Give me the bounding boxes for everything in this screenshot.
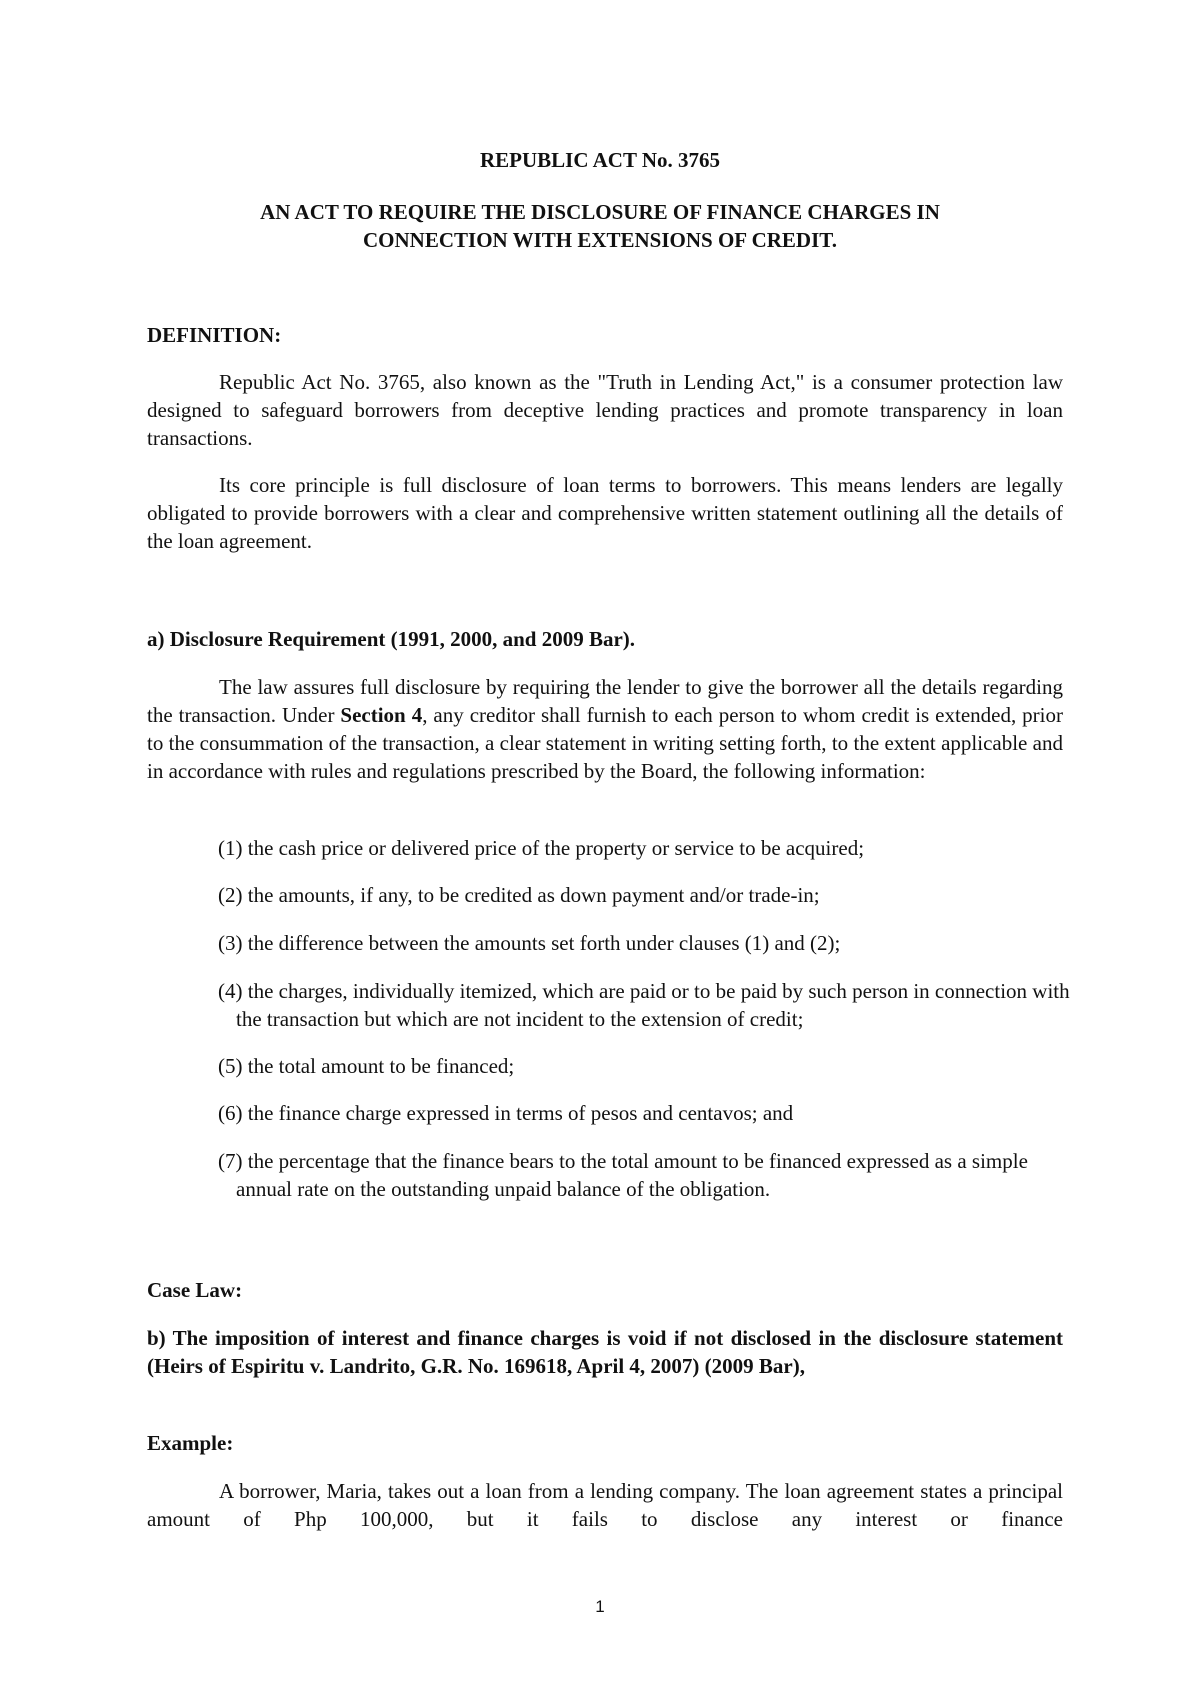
page-number: 1 [595,1597,605,1616]
definition-paragraph-2: Its core principle is full disclosure of loan terms to borrowers. This means lenders are legally obligated to provide borrowers with a clear and comprehensive written statement outlining all the details of the loan agreement. [147,473,1063,553]
case-law-b: b) The imposition of interest and finance charges is void if not disclosed in the disclosure statement (Heirs of Espiritu v. Landrito, G.R. No. 169618, April 4, 2007) (2009 Bar), [147,1326,1063,1378]
list-item: (2) the amounts, if any, to be credited as down payment and/or trade-in; [218,883,820,907]
list-item: (5) the total amount to be financed; [218,1054,515,1078]
list-item: (7) the percentage that the finance bears to the total amount to be financed expressed as a simple annual rate on the outstanding unpaid balance of the obligation. [218,1149,1028,1201]
definition-heading: DEFINITION: [147,323,282,347]
example-heading: Example: [147,1431,234,1455]
disclosure-intro-part2: , any creditor shall furnish to each person to whom credit is extended, prior to the consummation of the transaction, a clear statement in writing setting forth, to the extent applicable and in accordance with rules and regulations prescribed by the Board, the following information: [147,703,1063,783]
act-number: REPUBLIC ACT No. 3765 [480,148,720,172]
case-law-heading: Case Law: [147,1278,243,1302]
list-item: (6) the finance charge expressed in terms of pesos and centavos; and [218,1101,794,1125]
act-title [140,198,1060,254]
definition-paragraph-1: Republic Act No. 3765, also known as the "Truth in Lending Act," is a consumer protection law designed to safeguard borrowers from deceptive lending practices and promote transparency in loan transactions. [147,370,1063,450]
section-4-reference: Section 4 [340,703,423,727]
list-item: (1) the cash price or delivered price of the property or service to be acquired; [218,836,865,860]
list-item: (3) the difference between the amounts set forth under clauses (1) and (2); [218,931,841,955]
act-title-line2: CONNECTION WITH EXTENSIONS OF CREDIT. [363,228,837,252]
disclosure-intro [147,673,1063,785]
list-item: (4) the charges, individually itemized, which are paid or to be paid by such person in connection with the transaction but which are not incident to the extension of credit; [218,979,1070,1031]
disclosure-intro-part1: The law assures full disclosure by requiring the lender to give the borrower all the details regarding the transaction. Under [147,675,1063,727]
act-title-line1: AN ACT TO REQUIRE THE DISCLOSURE OF FINANCE CHARGES IN [260,200,940,224]
example-paragraph: A borrower, Maria, takes out a loan from a lending company. The loan agreement states a principal amount of Php 100,000, but it fails to disclose any interest or finance [147,1479,1063,1531]
disclosure-heading: a) Disclosure Requirement (1991, 2000, and 2009 Bar). [147,627,636,651]
